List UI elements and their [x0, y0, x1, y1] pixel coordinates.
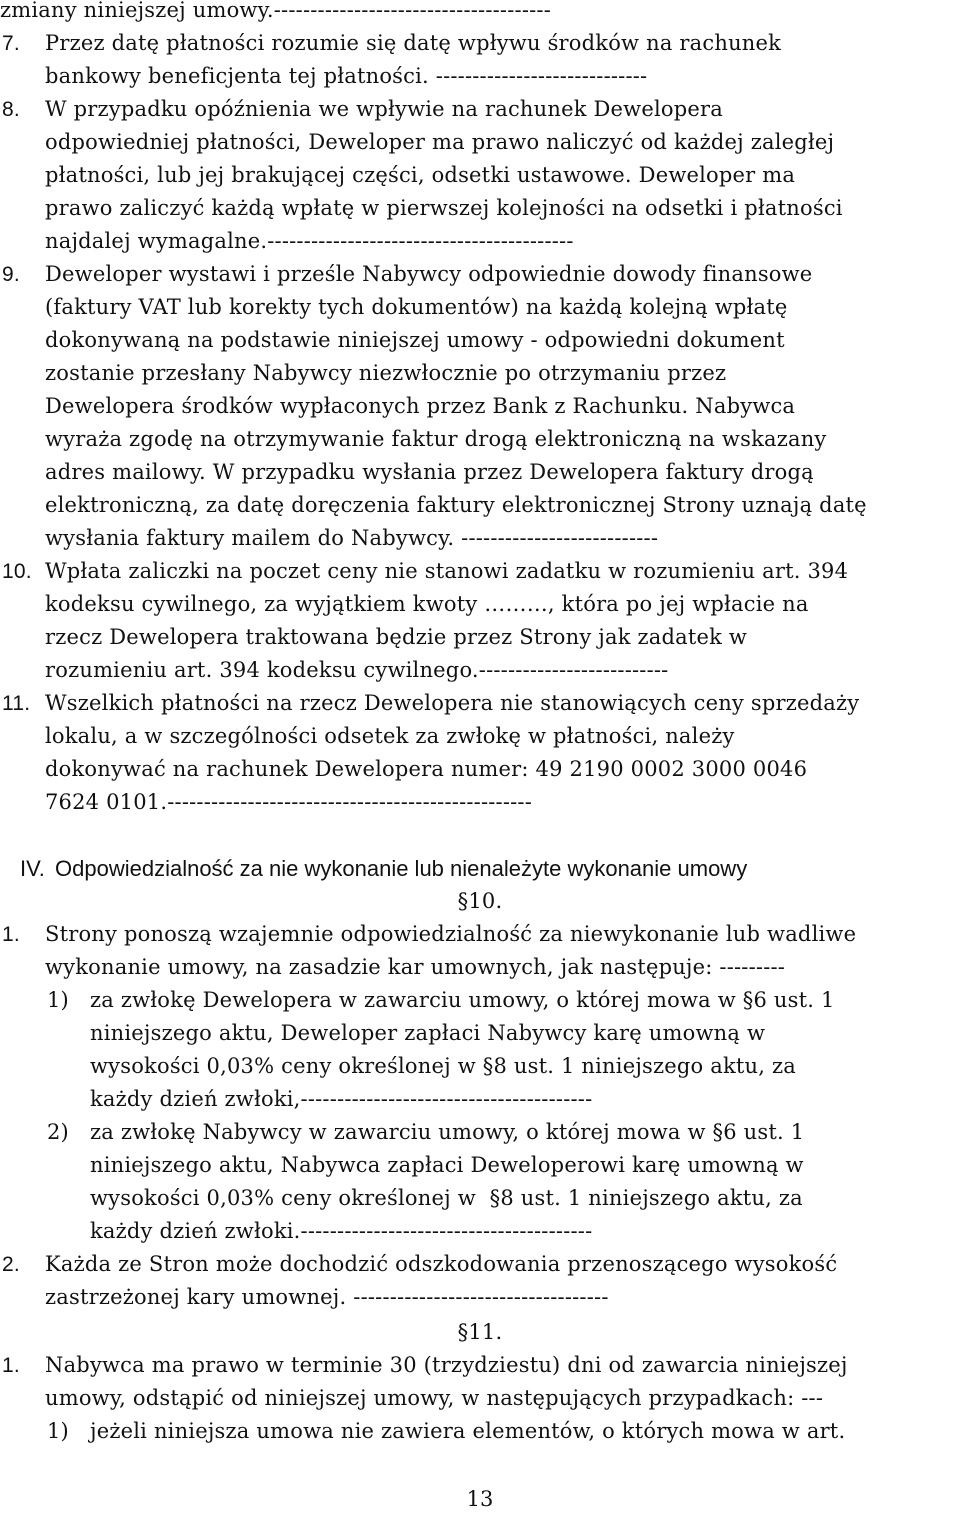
section-number: IV.	[20, 856, 45, 881]
sub-item-number: 2)	[47, 1120, 69, 1144]
list-item-1	[0, 918, 958, 984]
text-line: umowy, odstąpić od niniejszej umowy, w następujących przypadkach: ---	[45, 1386, 824, 1410]
text-line: 7624 0101.--------------------------------------------------	[45, 790, 533, 814]
text-line: każdy dzień zwłoki,----------------------------------------	[90, 1087, 593, 1111]
sub-item-number: 1)	[47, 1419, 69, 1443]
list-item-7	[0, 27, 958, 93]
sub-item-number: 1)	[47, 988, 69, 1012]
text-line: odpowiedniej płatności, Deweloper ma prawo naliczyć od każdej zaległej	[45, 130, 835, 154]
list-item-11	[0, 687, 958, 819]
text-line: dokonywać na rachunek Dewelopera numer: 49 2190 0002 3000 0046	[45, 757, 808, 781]
text-line: wysokości 0,03% ceny określonej w §8 ust. 1 niniejszego aktu, za	[90, 1054, 797, 1078]
sub-item-1	[0, 984, 958, 1116]
text-line: płatności, lub jej brakującej części, odsetki ustawowe. Deweloper ma	[45, 163, 796, 187]
paragraph-10-body	[0, 918, 958, 1314]
continued-line: zmiany niniejszej umowy.--------------------------------------	[0, 0, 551, 22]
list-item-2	[0, 1248, 958, 1314]
text-line: prawo zaliczyć każdą wpłatę w pierwszej kolejności na odsetki i płatności	[45, 196, 843, 220]
text-line: zostanie przesłany Nabywcy niezwłocznie po otrzymaniu przez	[45, 361, 727, 385]
text-line: W przypadku opóźnienia we wpływie na rachunek Dewelopera	[45, 97, 723, 121]
text-line: jeżeli niniejsza umowa nie zawiera elementów, o których mowa w art.	[90, 1419, 846, 1443]
text-line: adres mailowy. W przypadku wysłania przez Dewelopera faktury drogą	[45, 460, 814, 484]
item-number: 7.	[2, 32, 20, 55]
sub-item-1	[0, 1415, 958, 1448]
item-number: 1.	[2, 923, 20, 946]
text-line: dokonywaną na podstawie niniejszej umowy - odpowiedni dokument	[45, 328, 785, 352]
text-line: zastrzeżonej kary umownej. -----------------------------------	[45, 1285, 609, 1309]
text-line: niniejszego aktu, Nabywca zapłaci Deweloperowi karę umowną w	[90, 1153, 804, 1177]
item-number: 2.	[2, 1253, 20, 1276]
text-line: Każda ze Stron może dochodzić odszkodowania przenoszącego wysokość	[45, 1252, 838, 1276]
text-line: Dewelopera środków wypłaconych przez Bank z Rachunku. Nabywca	[45, 394, 796, 418]
text-line: Deweloper wystawi i prześle Nabywcy odpowiednie dowody finansowe	[45, 262, 813, 286]
text-line: Wpłata zaliczki na poczet ceny nie stanowi zadatku w rozumieniu art. 394	[45, 559, 849, 583]
section-heading	[20, 852, 920, 885]
paragraph-label-11: §11.	[457, 1320, 503, 1344]
section-title: Odpowiedzialność za nie wykonanie lub nienależyte wykonanie umowy	[55, 856, 748, 881]
text-line: niniejszego aktu, Deweloper zapłaci Nabywcy karę umowną w	[90, 1021, 766, 1045]
item-number: 9.	[2, 263, 20, 286]
text-line: wykonanie umowy, na zasadzie kar umownych, jak następuje: ---------	[45, 955, 786, 979]
paragraph-11-body	[0, 1349, 958, 1448]
list-item-10	[0, 555, 958, 687]
text-line: rzecz Dewelopera traktowana będzie przez Strony jak zadatek w	[45, 625, 748, 649]
text-line: wysokości 0,03% ceny określonej w §8 ust. 1 niniejszego aktu, za	[90, 1186, 803, 1210]
list-item-1	[0, 1349, 958, 1415]
item-number: 8.	[2, 98, 20, 121]
text-line: za zwłokę Dewelopera w zawarciu umowy, o której mowa w §6 ust. 1	[90, 988, 835, 1012]
sub-item-2	[0, 1116, 958, 1248]
paragraph-label-10: §10.	[457, 889, 503, 913]
text-line: wyraża zgodę na otrzymywanie faktur drogą elektroniczną na wskazany	[45, 427, 827, 451]
text-line: najdalej wymagalne.------------------------------------------	[45, 229, 574, 253]
text-line: Wszelkich płatności na rzecz Dewelopera nie stanowiących ceny sprzedaży	[45, 691, 860, 715]
text-line: wysłania faktury mailem do Nabywcy. ---------------------------	[45, 526, 659, 550]
page-number: 13	[466, 1487, 494, 1511]
text-line: kodeksu cywilnego, za wyjątkiem kwoty ………, która po jej wpłacie na	[45, 592, 809, 616]
text-line: elektroniczną, za datę doręczenia faktury elektronicznej Strony uznają datę	[45, 493, 867, 517]
text-line: Strony ponoszą wzajemnie odpowiedzialność za niewykonanie lub wadliwe	[45, 922, 857, 946]
text-line: Nabywca ma prawo w terminie 30 (trzydziestu) dni od zawarcia niniejszej	[45, 1353, 848, 1377]
text-line: Przez datę płatności rozumie się datę wpływu środków na rachunek	[45, 31, 782, 55]
text-line: za zwłokę Nabywcy w zawarciu umowy, o której mowa w §6 ust. 1	[90, 1120, 805, 1144]
text-line: (faktury VAT lub korekty tych dokumentów) na każdą kolejną wpłatę	[45, 295, 788, 319]
item-number: 10.	[2, 560, 32, 583]
list-item-9	[0, 258, 958, 555]
text-line: lokalu, a w szczególności odsetek za zwłokę w płatności, należy	[45, 724, 735, 748]
text-line: bankowy beneficjenta tej płatności. -----------------------------	[45, 64, 648, 88]
text-line: każdy dzień zwłoki.----------------------------------------	[90, 1219, 593, 1243]
list-item-8	[0, 93, 958, 258]
text-line: rozumieniu art. 394 kodeksu cywilnego.--------------------------	[45, 658, 669, 682]
item-number: 1.	[2, 1354, 20, 1377]
item-number: 11.	[2, 692, 31, 715]
